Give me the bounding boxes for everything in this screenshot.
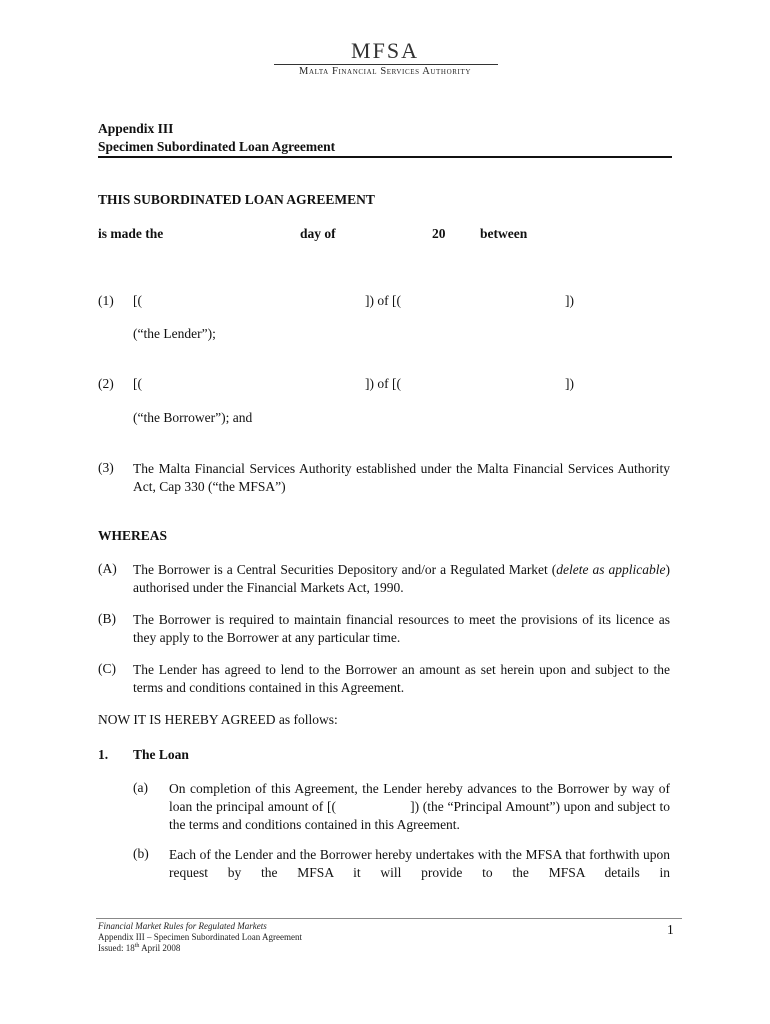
recital-a-pre: The Borrower is a Central Securities Depository and/or a Regulated Market ( [133, 562, 557, 577]
footer-issued-sup: th [134, 943, 140, 949]
party-number: (1) [98, 293, 114, 308]
recital-a-text [133, 561, 670, 597]
party-bracket-open: [( [133, 293, 142, 308]
footer-issued-post: April 2008 [139, 943, 181, 953]
header-rule [98, 156, 672, 158]
recital-a-italic: delete as applicable [556, 562, 666, 577]
section-title: The Loan [133, 747, 189, 762]
clause-number: (b) [133, 846, 149, 861]
footer-publication: Financial Market Rules for Regulated Markets [98, 921, 267, 931]
footer-issued-pre: Issued: 18 [98, 943, 135, 953]
recital-b-text: The Borrower is required to maintain financial resources to meet the provisions of its licence as they apply to the Borrower at any particular time. [133, 612, 670, 645]
footer-appendix: Appendix III – Specimen Subordinated Loan Agreement [98, 932, 302, 942]
party-bracket-close: ]) [565, 293, 574, 308]
logo-divider [274, 64, 498, 65]
recital-number: (B) [98, 611, 116, 626]
party-number: (2) [98, 376, 114, 391]
appendix-label: Appendix III [98, 121, 174, 136]
recital-number: (A) [98, 561, 117, 576]
party3-text: The Malta Financial Services Authority established under the Malta Financial Services Authority Act, Cap 330 (“the MFSA”) [133, 461, 670, 494]
clause-a-text: On completion of this Agreement, the Lender hereby advances to the Borrower by way of loan the principal amount of [( ]) (the “Principal Amount”) upon and subject to the terms and conditions contained in this Agreement. [169, 781, 674, 832]
party-bracket-close: ]) [565, 376, 574, 391]
recital-c-text: The Lender has agreed to lend to the Borrower an amount as set herein upon and subject to the terms and conditions contained in this Agreement. [133, 662, 670, 695]
party-bracket-open: [( [133, 376, 142, 391]
page-number: 1 [667, 922, 674, 937]
recital-a-post: ) authorised under the Financial Markets Act, 1990. [133, 562, 670, 595]
now-agreed: NOW IT IS HEREBY AGREED as follows: [98, 712, 338, 727]
whereas-title: WHEREAS [98, 528, 168, 543]
recital-number: (C) [98, 661, 116, 676]
footer-issued [98, 943, 180, 954]
day-of-label: day of [300, 226, 336, 241]
party-bracket-of: ]) of [( [365, 293, 401, 308]
between-label: between [480, 226, 528, 241]
footer-rule [96, 918, 682, 919]
section-number: 1. [98, 747, 109, 762]
logo-title: MFSA [351, 38, 419, 63]
borrower-role: (“the Borrower”); and [133, 410, 253, 425]
logo-subtitle: Malta Financial Services Authority [299, 66, 471, 77]
party-bracket-of: ]) of [( [365, 376, 401, 391]
clause-b-text: Each of the Lender and the Borrower hereby undertakes with the MFSA that forthwith upon request by the MFSA it will provide to the MFSA details in [169, 847, 670, 880]
year-label: 20 [432, 226, 446, 241]
party-number: (3) [98, 460, 114, 475]
agreement-title: THIS SUBORDINATED LOAN AGREEMENT [98, 192, 375, 207]
made-label: is made the [98, 226, 164, 241]
clause-number: (a) [133, 780, 148, 795]
document-title: Specimen Subordinated Loan Agreement [98, 139, 336, 154]
lender-role: (“the Lender”); [133, 326, 216, 341]
